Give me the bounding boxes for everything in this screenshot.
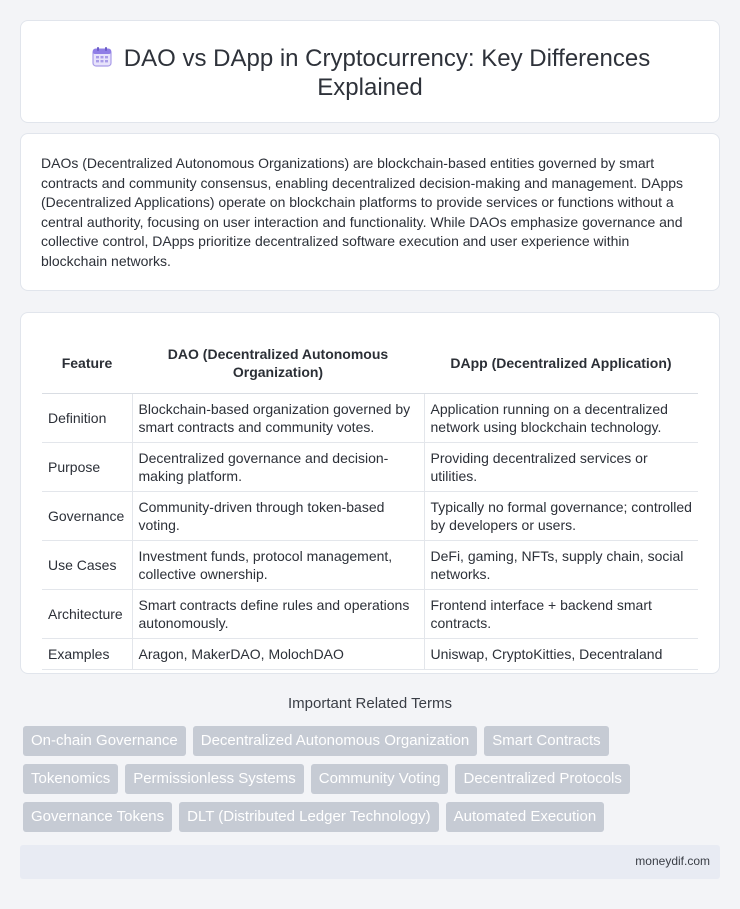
table-row — [42, 442, 698, 491]
related-terms-heading: Important Related Terms — [288, 695, 452, 712]
intro-paragraph: DAOs (Decentralized Autonomous Organizations) are blockchain-based entities governed by smart contracts and community consensus, enabling decentralized decision-making and management. DApps (Decentralized Applications) operate on blockchain platforms to provide services or functions without a central authority, focusing on user interaction and functionality. While DAOs emphasize governance and collective control, DApps prioritize decentralized software execution and user experience within blockchain networks. — [41, 155, 684, 269]
feature-cell: Governance — [42, 491, 132, 540]
tag-decentralized-protocols[interactable]: Decentralized Protocols — [455, 764, 629, 794]
footer — [20, 845, 720, 879]
tag-governance-tokens[interactable]: Governance Tokens — [23, 802, 172, 832]
feature-cell: Examples — [42, 638, 132, 669]
tag-row — [23, 764, 723, 794]
dapp-cell: Application running on a decentralized network using blockchain technology. — [424, 393, 698, 442]
table-row — [42, 540, 698, 589]
tag-dlt[interactable]: DLT (Distributed Ledger Technology) — [179, 802, 438, 832]
feature-cell: Definition — [42, 393, 132, 442]
intro-card — [20, 133, 720, 291]
tag-automated-execution[interactable]: Automated Execution — [446, 802, 605, 832]
dao-cell: Aragon, MakerDAO, MolochDAO — [132, 638, 424, 669]
dao-cell: Blockchain-based organization governed by smart contracts and community votes. — [132, 393, 424, 442]
tag-permissionless-systems[interactable]: Permissionless Systems — [125, 764, 304, 794]
dao-cell: Investment funds, protocol management, collective ownership. — [132, 540, 424, 589]
dapp-cell: Frontend interface + backend smart contracts. — [424, 589, 698, 638]
footer-site-name: moneydif.com — [635, 854, 710, 868]
page-title-text: DAO vs DApp in Cryptocurrency: Key Differences Explained — [123, 45, 651, 101]
comparison-table-card — [20, 312, 720, 674]
related-terms-tags — [23, 726, 723, 840]
tag-row — [23, 726, 723, 756]
dapp-cell: Typically no formal governance; controlled by developers or users. — [424, 491, 698, 540]
table-row — [42, 393, 698, 442]
calendar-icon — [90, 45, 114, 69]
header-dapp: DApp (Decentralized Application) — [424, 333, 698, 393]
header-dao: DAO (Decentralized Autonomous Organization) — [132, 333, 424, 393]
feature-cell: Purpose — [42, 442, 132, 491]
dao-cell: Smart contracts define rules and operations autonomously. — [132, 589, 424, 638]
dapp-cell: DeFi, gaming, NFTs, supply chain, social networks. — [424, 540, 698, 589]
header-card — [20, 20, 720, 123]
dapp-cell: Providing decentralized services or utilities. — [424, 442, 698, 491]
tag-row — [23, 802, 723, 832]
page-title — [21, 21, 719, 102]
tag-community-voting[interactable]: Community Voting — [311, 764, 449, 794]
table-row — [42, 638, 698, 669]
feature-cell: Architecture — [42, 589, 132, 638]
tag-decentralized-autonomous-organization[interactable]: Decentralized Autonomous Organization — [193, 726, 478, 756]
table-row — [42, 589, 698, 638]
dao-cell: Community-driven through token-based voting. — [132, 491, 424, 540]
tag-on-chain-governance[interactable]: On-chain Governance — [23, 726, 186, 756]
tag-smart-contracts[interactable]: Smart Contracts — [484, 726, 608, 756]
table-header-row — [42, 333, 698, 393]
dao-cell: Decentralized governance and decision-making platform. — [132, 442, 424, 491]
table-row — [42, 491, 698, 540]
dapp-cell: Uniswap, CryptoKitties, Decentraland — [424, 638, 698, 669]
comparison-table — [42, 333, 698, 670]
tag-tokenomics[interactable]: Tokenomics — [23, 764, 118, 794]
feature-cell: Use Cases — [42, 540, 132, 589]
header-feature: Feature — [42, 333, 132, 393]
